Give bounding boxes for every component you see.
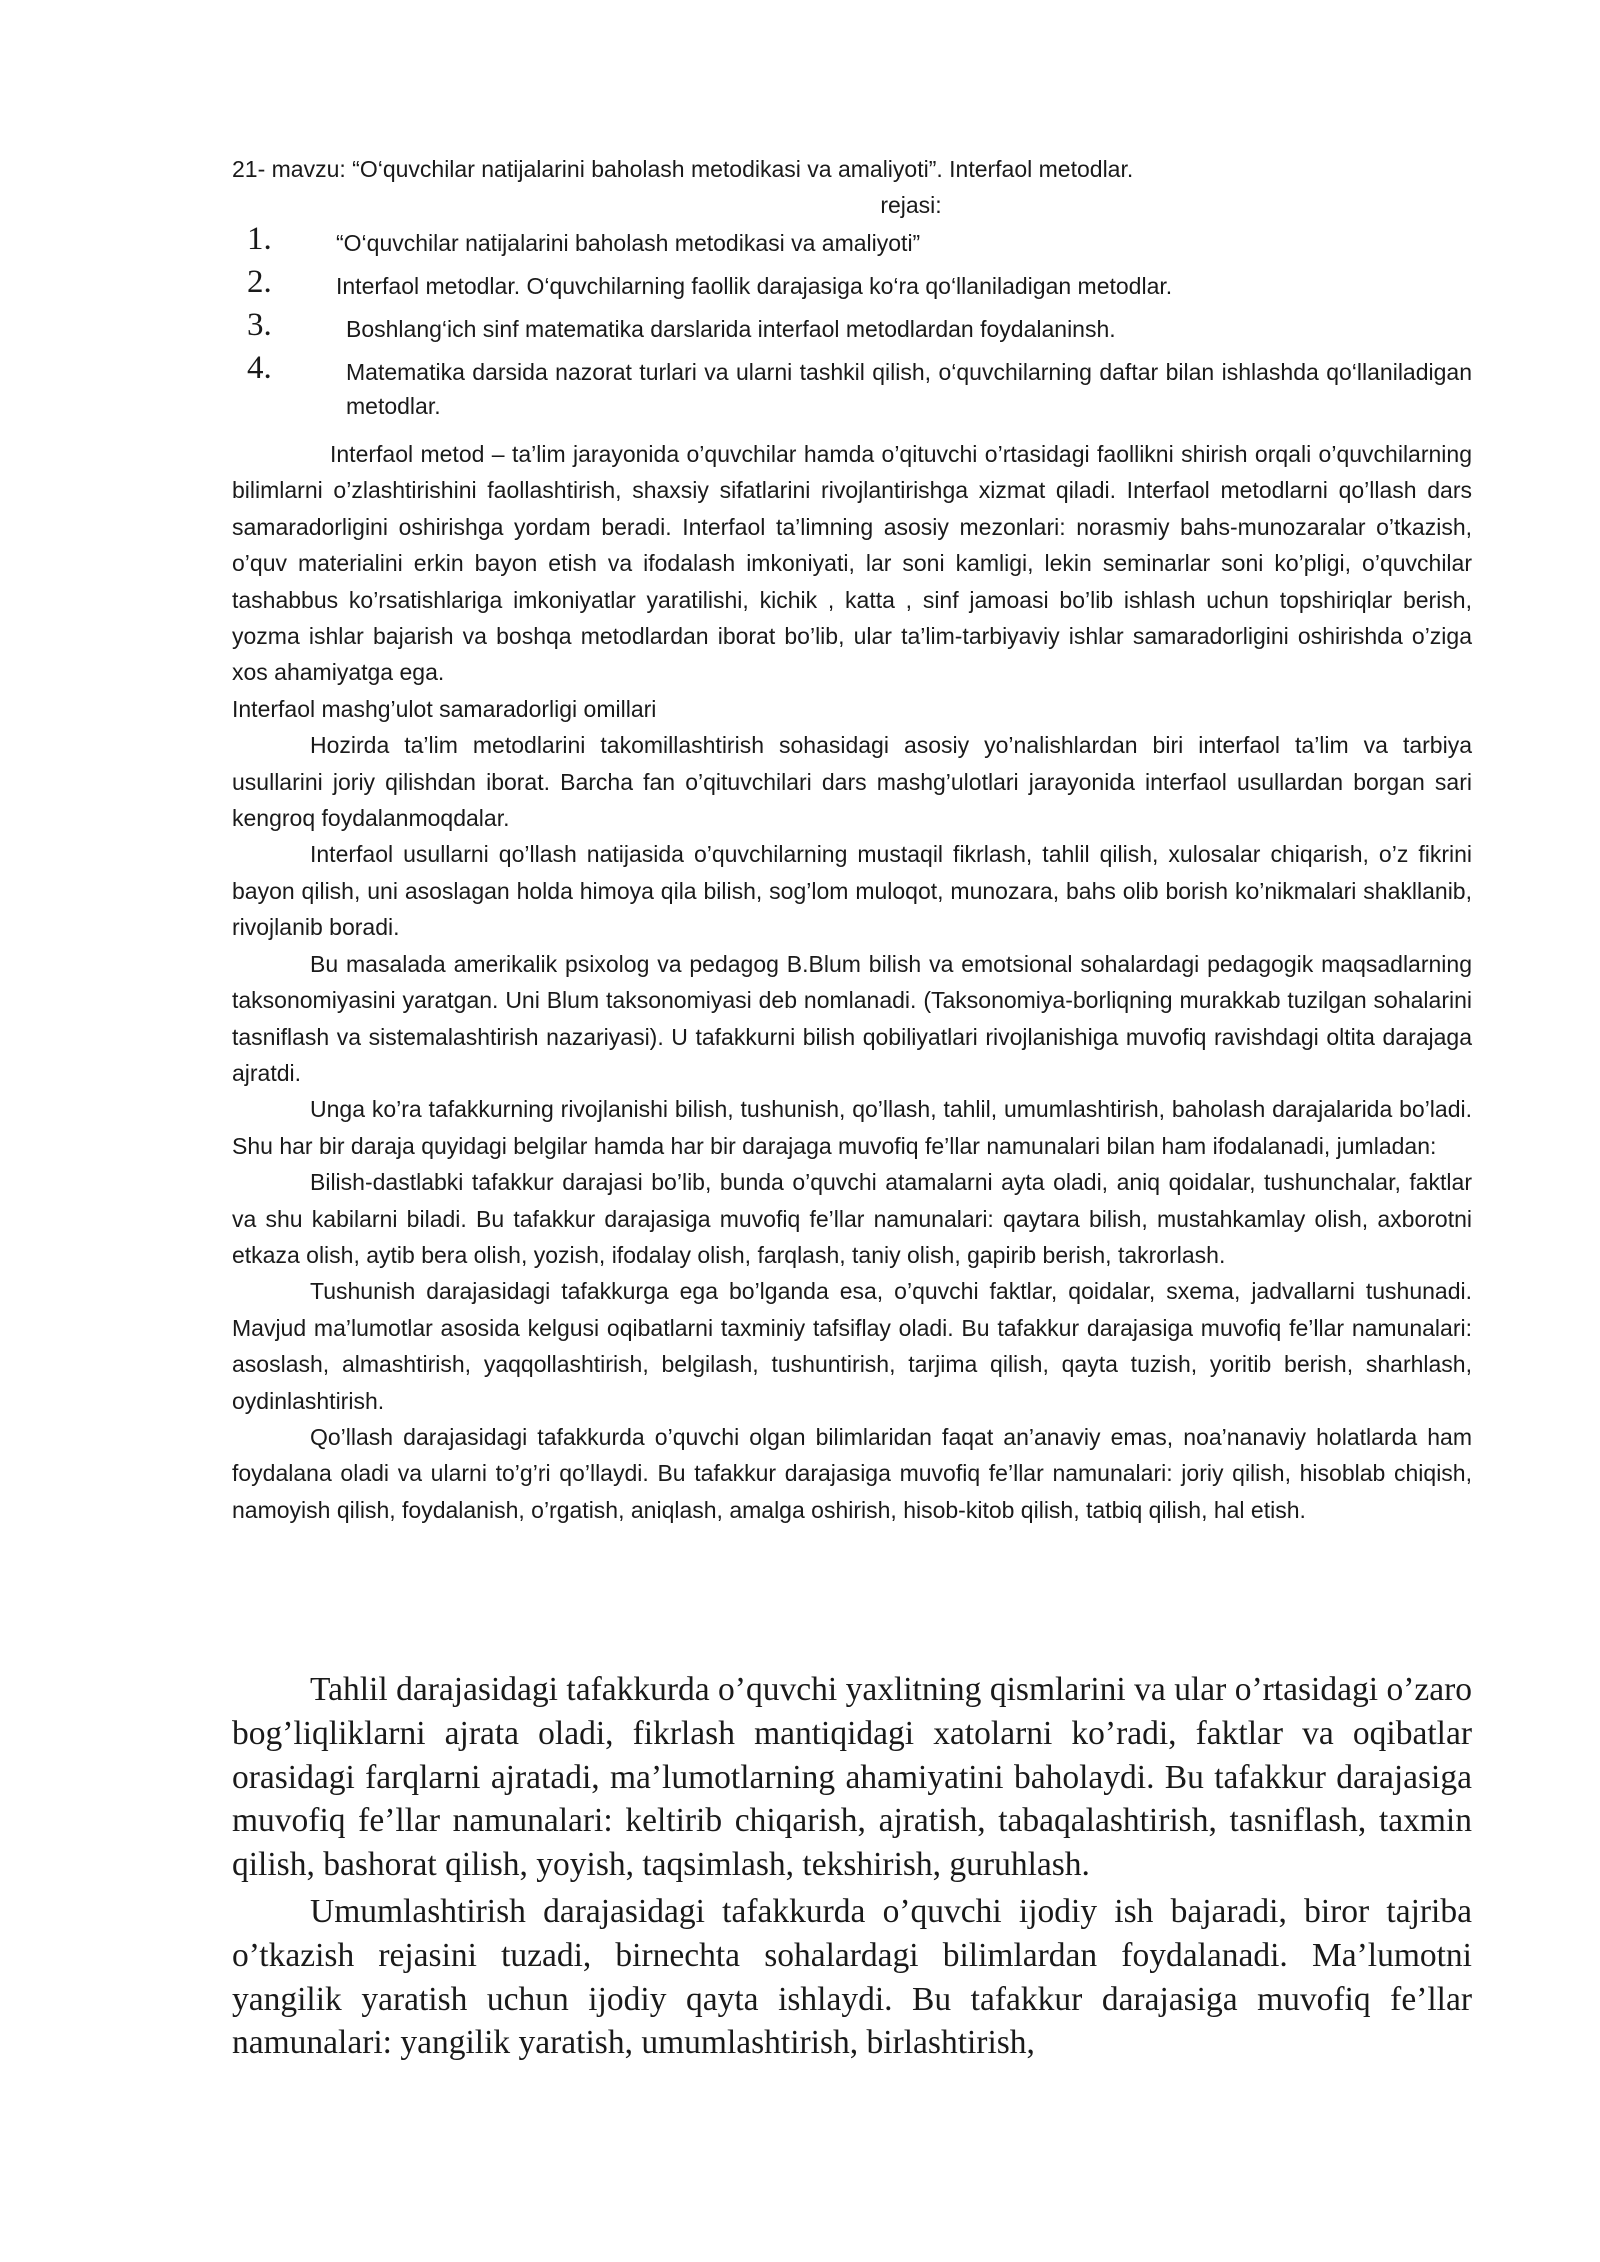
plan-item: [232, 221, 1472, 260]
paragraph: Umumlashtirish darajasidagi tafakkurda o’quvchi ijodiy ish bajaradi, biror tajriba o’tkazish rejasini tuzadi, birnechta sohalardagi bilimlardan foydalanadi. Ma’lumotni yangilik yaratish uchun ijodiy qayta ishlaydi. Bu tafakkur darajasiga muvofiq fe’llar namunalari: yangilik yaratish, umumlashtirish, birlashtirish,: [232, 1892, 1472, 2062]
paragraph: Qo’llash darajasidagi tafakkurda o’quvchi olgan bilimlaridan faqat an’anaviy emas, noa’nanaviy holatlarda ham foydalana oladi va ularni to’g’ri qo’llaydi. Bu tafakkur darajasiga muvofiq fe’llar namunalari: joriy qilish, hisoblab chiqish, namoyish qilish, foydalanish, o’rgatish, aniqlash, amalga oshirish, hisob-kitob qilish, tatbiq qilish, hal etish.: [232, 1423, 1472, 1523]
paragraph: Tushunish darajasidagi tafakkurga ega bo’lganda esa, o’quvchi faktlar, qoidalar, sxema, jadvallarni tushunadi. Mavjud ma’lumotlar asosida kelgusi oqibatlarni taxminiy tafsiflay oladi. Bu tafakkur darajasiga muvofiq fe’llar namunalari: asoslash, almashtirish, yaqqollashtirish, belgilash, tushuntirish, tarjima qilish, qayta tuzish, yoritib berish, sharhlash, oydinlashtirish.: [232, 1278, 1472, 1414]
plan-item-number: 2.: [247, 264, 272, 300]
paragraph: Bu masalada amerikalik psixolog va pedagog B.Blum bilish va emotsional sohalardagi pedagogik maqsadlarning taksonomiyasini yaratgan. Uni Blum taksonomiyasi deb nomlanadi. (Taksonomiya-borliqning murakkab tuzilgan sohalarini tasniflash va sistemalashtirish nazariyasi). U tafakkurni bilish qobiliyatlari rivojlanishiga muvofiq ravishdagi oltita darajaga ajratdi.: [232, 950, 1472, 1086]
paragraph: Unga ko’ra tafakkurning rivojlanishi bilish, tushunish, qo’llash, tahlil, umumlashtirish, baholash darajalarida bo’ladi. Shu har bir daraja quyidagi belgilar hamda har bir darajaga muvofiq fe’llar namunalari bilan ham ifodalanadi, jumladan:: [232, 1096, 1472, 1159]
plan-item-text: Interfaol metodlar. O‘quvchilarning faollik darajasiga ko‘ra qo‘llaniladigan metodlar.: [336, 273, 1173, 299]
plan-item-text: Matematika darsida nazorat turlari va ularni tashkil qilish, o‘quvchilarning daftar bilan ishlashda qo‘llaniladigan metodlar.: [346, 359, 1472, 419]
paragraph: Tahlil darajasidagi tafakkurda o’quvchi yaxlitning qismlarini va ular o’rtasidagi o’zaro bog’liqliklarni ajrata oladi, fikrlash mantiqidagi xatolarni ko’radi, faktlar va oqibatlar orasidagi farqlarni ajratadi, ma’lumotlarning ahamiyatini baholaydi. Bu tafakkur darajasiga muvofiq fe’llar namunalari: keltirib chiqarish, ajratish, tabaqalashtirish, tasniflash, taxmin qilish, bashorat qilish, yoyish, taqsimlash, tekshirish, guruhlash.: [232, 1671, 1472, 1884]
plan-item: [232, 264, 1472, 303]
section-heading: Interfaol mashg’ulot samaradorligi omillari: [232, 695, 657, 722]
plan-item-number: 3.: [247, 307, 272, 343]
plan-item-text: “O‘quvchilar natijalarini baholash metodikasi va amaliyoti”: [336, 230, 921, 256]
paragraph: Interfaol metod – ta’lim jarayonida o’quvchilar hamda o’qituvchi o’rtasidagi faollikni shirish orqali o’quvchilarning bilimlarni o’zlashtirishini faollashtirish, shaxsiy sifatlarini rivojlantirishga xizmat qiladi. Interfaol metodlarni qo’llash dars samaradorligini oshirishga yordam beradi. Interfaol ta’limning asosiy mezonlari: norasmiy bahs-munozaralar o’tkazish, o’quv materialini erkin bayon etish va ifodalash imkoniyati, lar soni kamligi, lekin seminarlar soni ko’pligi, o’quvchilar tashabbus ko’rsatishlariga imkoniyatlar yaratilishi, kichik , katta , sinf jamoasi bo’lib ishlash uchun topshiriqlar berish, yozma ishlar bajarish va boshqa metodlardan iborat bo’lib, ular ta’lim-tarbiyaviy ishlar samaradorligini oshirishda o’ziga xos ahamiyatga ega.: [232, 441, 1472, 686]
topic-title: 21- mavzu: “O‘quvchilar natijalarini baholash metodikasi va amaliyoti”. Interfaol metodlar.: [232, 156, 1134, 182]
body-text: [232, 436, 1472, 1528]
plan-item-text: Boshlang‘ich sinf matematika darslarida interfaol metodlardan foydalaninsh.: [346, 316, 1116, 342]
paragraph: Interfaol usullarni qo’llash natijasida o’quvchilarning mustaqil fikrlash, tahlil qilish, xulosalar chiqarish, o’z fikrini bayon qilish, uni asoslagan holda himoya qila bilish, sog’lom muloqot, munozara, bahs olib borish ko’nikmalari shakllanib, rivojlanib boradi.: [232, 841, 1472, 941]
body-text-serif: [232, 1668, 1472, 2068]
paragraph: Hozirda ta’lim metodlarini takomillashtirish sohasidagi asosiy yo’nalishlardan biri interfaol ta’lim va tarbiya usullarini joriy qilishdan iborat. Barcha fan o’qituvchilari dars mashg’ulotlari jarayonida interfaol usullardan borgan sari kengroq foydalanmoqdalar.: [232, 732, 1472, 832]
plan-item: [232, 307, 1472, 346]
plan-label: rejasi:: [880, 192, 942, 218]
plan-item: [232, 350, 1472, 423]
plan-list: [232, 221, 1472, 432]
plan-item-number: 4.: [247, 350, 272, 386]
paragraph: Bilish-dastlabki tafakkur darajasi bo’lib, bunda o’quvchi atamalarni ayta oladi, aniq qoidalar, tushunchalar, faktlar va shu kabilarni biladi. Bu tafakkur darajasiga muvofiq fe’llar namunalari: qaytara bilish, mustahkamlay olish, axborotni etkaza olish, aytib bera olish, yozish, ifodalay olish, farqlash, taniy olish, gapirib berish, takrorlash.: [232, 1169, 1472, 1268]
plan-item-number: 1.: [247, 221, 272, 257]
